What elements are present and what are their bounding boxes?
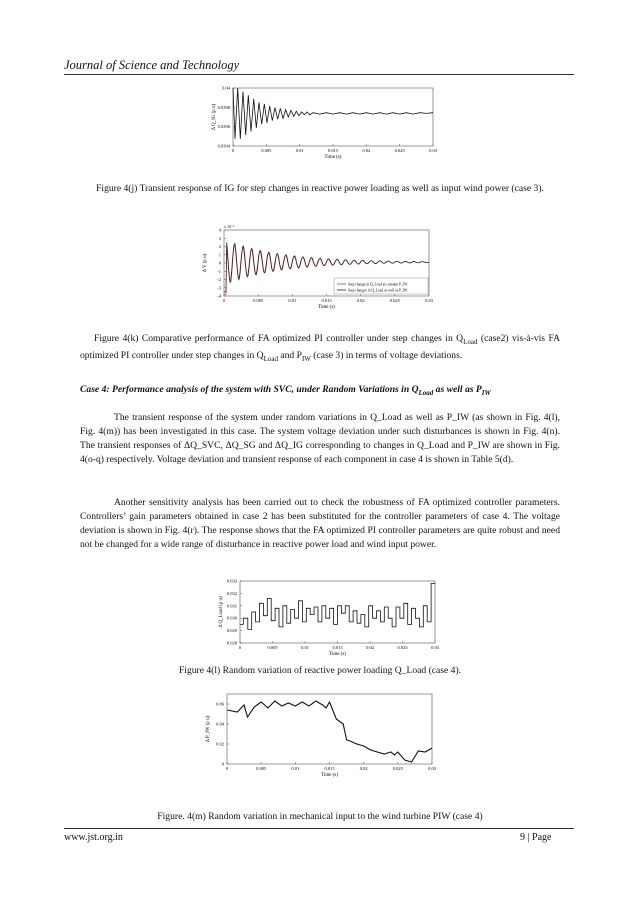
- fk-ytick-label: 4: [218, 227, 221, 233]
- fm-xtick-label: 0.025: [392, 766, 403, 771]
- fm-xtick-label: 0.005: [256, 766, 267, 771]
- section-heading-part1: Case 4: Performance analysis of the system with SVC, under Random Variations in Q: [80, 384, 419, 395]
- fl-xtick-label: 0.01: [301, 645, 309, 650]
- fk-ytick-label: -1: [217, 268, 221, 274]
- figure-4j-caption: Figure 4(j) Transient response of IG for step changes in reactive power loading as well as input wind power (case 3).: [96, 183, 544, 194]
- figure-4l-plot: [219, 579, 440, 658]
- fm-ytick-label: 0.02: [216, 741, 224, 747]
- fk-ytick-label: 3: [218, 235, 221, 241]
- figure-4j-plot: [212, 86, 438, 161]
- figure-4k-caption-part4: (case 3) in terms of voltage deviations.: [310, 349, 463, 361]
- sub-load-1: Load: [463, 337, 478, 346]
- fk-ylabel: Δ V (p u): [203, 253, 208, 273]
- fk-xtick-label: 0.025: [389, 298, 400, 303]
- fm-ytick-label: 0.06: [216, 701, 224, 707]
- fig-m-series-line: [227, 701, 432, 762]
- fj-xtick-label: 0.005: [261, 148, 272, 153]
- footer-page: 9 | Page: [520, 832, 552, 843]
- figure-4k-caption-part1: Figure 4(k) Comparative performance of FA optimized PI controller under step changes in Q: [94, 333, 464, 344]
- fj-ytick-label: 0.0398: [217, 104, 230, 110]
- fm-ylabel: Δ P_IW (p u): [206, 715, 211, 743]
- fk-ytick-label: -4: [217, 293, 221, 299]
- figure-4m-chart: [194, 688, 444, 784]
- fj-ytick-label: 0.0396: [217, 124, 230, 130]
- fm-xtick-label: 0.03: [428, 766, 436, 771]
- footer-url: www.jst.org.in: [64, 832, 123, 843]
- fj-ytick-label: 0.04: [222, 85, 230, 91]
- fl-xtick-label: 0.02: [366, 645, 374, 650]
- fig-j-series-line: [233, 88, 433, 139]
- fk-xtick-label: 0.02: [356, 298, 365, 303]
- fl-ytick-label: 0.032: [226, 590, 237, 596]
- figure-4l-caption: Figure 4(l) Random variation of reactive power loading Q_Load (case 4).: [178, 665, 462, 676]
- figure-4l-chart: [200, 576, 445, 662]
- fm-xtick-label: 0.015: [324, 766, 335, 771]
- figure-4k-caption-part2: (case2) vis-à-vis FA optimized PI controller under step changes in Q: [80, 333, 560, 361]
- fig-k-legend-label: Step changes in Q_Load as well as P_IW: [348, 288, 408, 293]
- fl-ytick-label: 0.028: [226, 640, 237, 646]
- fl-xlabel: Time (s): [329, 652, 346, 657]
- fig-l-series-line: [240, 584, 435, 630]
- paragraph-1: The transient response of the system under random variations in Q_Load as well as P_IW (as shown in Fig. 4(l), Fig. 4(m)) has been investigated in this case. The system voltage deviation under such disturbances is shown in Fig. 4(n). The transient responses of ΔQ_SVC, ΔQ_SG and ΔQ_IG corresponding to changes in Q_Load and P_IW are shown in Fig. 4(o-q) respectively. Voltage deviation and transient response of each component in case 4 is shown in Table 5(d).: [80, 412, 560, 465]
- figure-4k-caption-part3: and P: [277, 349, 302, 361]
- fk-xtick-label: 0.015: [321, 298, 332, 303]
- fm-xtick-label: 0.01: [291, 766, 300, 771]
- section-heading-part2: as well as P: [433, 384, 482, 395]
- fl-xtick-label: 0.025: [397, 645, 408, 650]
- fk-xtick-label: 0: [222, 298, 226, 303]
- fl-ylabel: Δ Q_Load (p u): [219, 596, 224, 628]
- fj-xlabel: Time (s): [324, 155, 342, 160]
- fl-xtick-label: 0.015: [332, 645, 343, 650]
- fk-ytick-label: 0: [218, 260, 221, 266]
- heading-sub-iw: IW: [481, 388, 491, 397]
- sub-load-2: Load: [263, 354, 278, 363]
- figure-4j-chart: [188, 80, 443, 170]
- fig-k-exponent: x 10⁻³: [224, 224, 235, 229]
- section-heading: [80, 384, 560, 397]
- figure-4m-plot: [206, 694, 437, 778]
- fj-xtick-label: 0.02: [362, 148, 371, 153]
- fl-ytick-label: 0.029: [226, 628, 237, 634]
- fj-xtick-label: 0.01: [295, 148, 304, 153]
- figure-4k-plot: [203, 224, 434, 310]
- fj-xtick-label: 0.025: [394, 148, 405, 153]
- fm-xlabel: Time (s): [321, 773, 338, 778]
- fk-xtick-label: 0.03: [425, 298, 433, 303]
- fk-ytick-label: -3: [217, 285, 221, 291]
- fm-xtick-label: 0: [225, 766, 229, 771]
- figure-4k-caption: [80, 332, 560, 366]
- journal-title: Journal of Science and Technology: [64, 58, 240, 72]
- header-rule: [64, 74, 574, 75]
- fj-xtick-label: 0.03: [429, 148, 437, 153]
- fl-ytick-label: 0.030: [226, 615, 237, 621]
- fig-k-legend-label: Step change in Q_Load at constant P_IW: [348, 282, 408, 287]
- heading-sub-load: Load: [418, 388, 434, 397]
- fm-xtick-label: 0.02: [359, 766, 368, 771]
- fig-k-legend: [334, 278, 428, 294]
- figure-4m-caption: Figure. 4(m) Random variation in mechanical input to the wind turbine PIW (case 4): [157, 811, 483, 822]
- sub-iw: IW: [301, 354, 311, 363]
- fj-ylabel: Δ Q_IG (p u): [212, 103, 217, 131]
- fl-xtick-label: 0: [238, 645, 242, 650]
- fm-ytick-label: 0.04: [216, 721, 224, 727]
- fl-ytick-label: 0.033: [226, 578, 237, 584]
- fk-ytick-label: 2: [218, 244, 221, 249]
- fk-ytick-label: -2: [217, 277, 221, 282]
- footer-rule: [64, 828, 574, 829]
- fl-xtick-label: 0.03: [431, 645, 439, 650]
- fk-xtick-label: 0.005: [253, 298, 264, 303]
- figure-4k-chart: [194, 222, 439, 312]
- fj-ytick-label: 0.0394: [217, 143, 230, 149]
- fm-ytick-label: 0: [221, 761, 224, 767]
- fl-xtick-label: 0.005: [267, 645, 278, 650]
- fk-ytick-label: 1: [218, 252, 221, 258]
- fj-xtick-label: 0: [231, 148, 235, 153]
- fk-xtick-label: 0.01: [288, 298, 297, 303]
- fj-xtick-label: 0.015: [327, 148, 339, 153]
- fk-xlabel: Time (s): [318, 305, 335, 310]
- fl-ytick-label: 0.031: [226, 603, 237, 609]
- paragraph-2: Another sensitivity analysis has been carried out to check the robustness of FA optimized controller parameters. Controllers’ gain parameters obtained in case 2 has been substituted for the controller parameters of case 4. The voltage deviation is shown in Fig. 4(r). The response shows that the FA optimized PI controller parameters are quite robust and need not be changed for a wide range of disturbance in reactive power load and wind input power.: [80, 497, 560, 550]
